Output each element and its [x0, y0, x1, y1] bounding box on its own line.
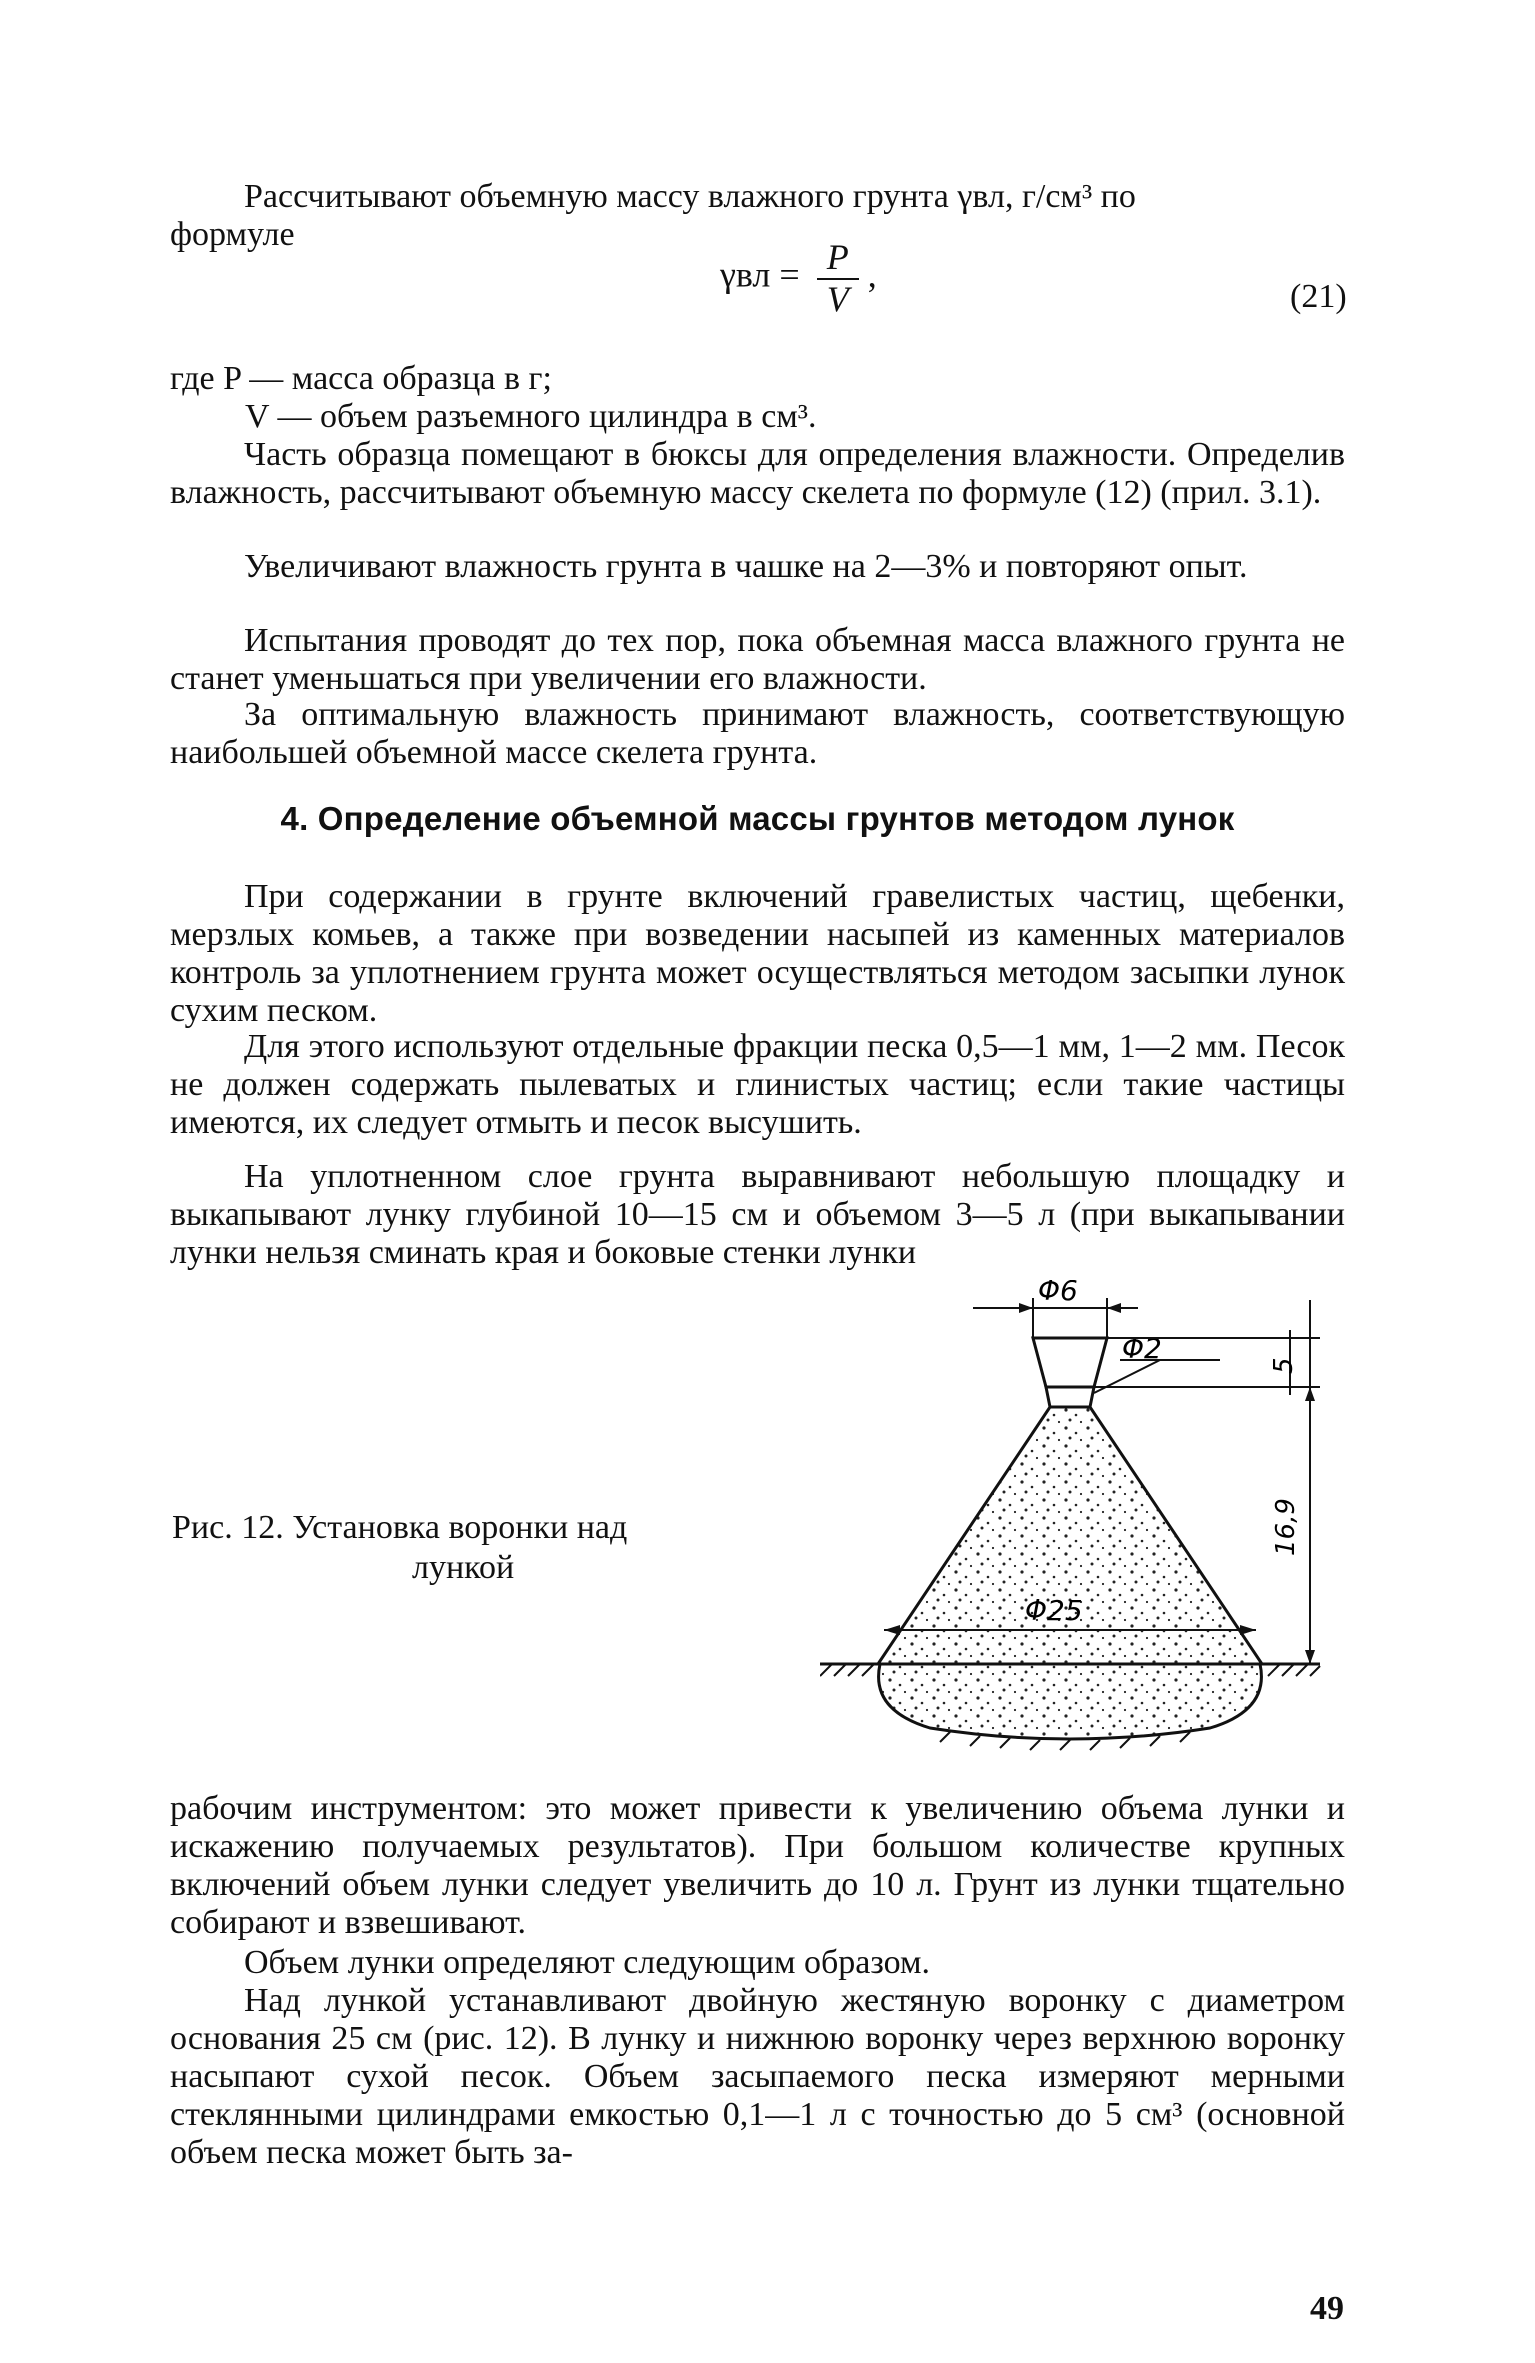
- paragraph-volume: Объем лунки определяют следующим образом.: [244, 1944, 930, 1981]
- paragraph-tool: рабочим инструментом: это может привести к увеличению объема лунки и искажению получаемых результатов). При большом количестве крупных включений объем лунки следует увеличить до 10 л. Грунт из лунки тщательно собирают и взвешивают.: [170, 1790, 1345, 1941]
- label-phi25: Φ25: [1025, 1594, 1083, 1627]
- label-phi6: Φ6: [1038, 1280, 1078, 1307]
- label-5: 5: [1269, 1357, 1299, 1374]
- formula-lhs: γвл =: [720, 254, 800, 295]
- figure-caption: [172, 1508, 772, 1588]
- paragraph-funnel: Над лункой устанавливают двойную жестяную воронку с диаметром основания 25 см (рис. 12). В лунку и нижнюю воронку через верхнюю воронку насыпают сухой песок. Объем засыпаемого песка измеряют мерными стеклянными цилиндрами емкостью 0,1—1 л с точностью до 5 см³ (основной объем песка может быть за-: [170, 1982, 1345, 2171]
- definition-p: где P — масса образца в г;: [170, 360, 552, 397]
- funnel-neck: [1046, 1387, 1094, 1407]
- label-phi2: Φ2: [1122, 1332, 1162, 1365]
- section-heading: 4. Определение объемной массы грунтов методом лунок: [280, 800, 1235, 837]
- paragraph-inclusions: При содержании в грунте включений гравелистых частиц, щебенки, мерзлых комьев, а также при возведении насыпей из каменных материалов контроль за уплотнением грунта может осуществляться методом засыпки лунок сухим песком.: [170, 878, 1345, 1029]
- paragraph-tests: Испытания проводят до тех пор, пока объемная масса влажного грунта не станет уменьшаться при увеличении его влажности.: [170, 622, 1345, 697]
- paragraph-increase: Увеличивают влажность грунта в чашке на 2—3% и повторяют опыт.: [244, 548, 1248, 585]
- equation-number: (21): [1290, 278, 1347, 315]
- formula-comma: ,: [867, 254, 877, 295]
- paragraph-fractions: Для этого используют отдельные фракции песка 0,5—1 мм, 1—2 мм. Песок не должен содержать пылеватых и глинистых частиц; если такие частицы имеются, их следует отмыть и песок высушить.: [170, 1028, 1345, 1141]
- paragraph-optimum: За оптимальную влажность принимают влажность, соответствующую наибольшей объемной массе скелета грунта.: [170, 696, 1345, 771]
- definitions: [170, 360, 1345, 436]
- caption-line-2: лункой: [412, 1549, 515, 1586]
- caption-line-1: Рис. 12. Установка воронки над: [172, 1509, 628, 1546]
- hole-shape: [879, 1664, 1262, 1739]
- upper-funnel: [1033, 1338, 1107, 1387]
- intro-line-2: формуле: [170, 216, 295, 253]
- paragraph-sample: Часть образца помещают в бюксы для определения влажности. Определив влажность, рассчитывают объемную массу скелета по формуле (12) (прил. 3.1).: [170, 436, 1345, 511]
- page-number: 49: [1310, 2290, 1344, 2327]
- formula-denominator: V: [826, 279, 849, 319]
- label-16-9: 16,9: [1271, 1498, 1301, 1556]
- funnel-figure: [820, 1280, 1340, 1760]
- intro-line-1: Рассчитывают объемную массу влажного грунта γвл, г/см³ по: [244, 178, 1136, 215]
- formula-numerator: P: [817, 238, 859, 280]
- formula-fraction: [817, 238, 859, 318]
- formula-21: [720, 238, 877, 318]
- paragraph-hole: На уплотненном слое грунта выравнивают небольшую площадку и выкапывают лунку глубиной 10—15 см и объемом 3—5 л (при выкапывании лунки нельзя сминать края и боковые стенки лунки: [170, 1158, 1345, 1271]
- definition-v: V — объем разъемного цилиндра в см³.: [245, 398, 817, 435]
